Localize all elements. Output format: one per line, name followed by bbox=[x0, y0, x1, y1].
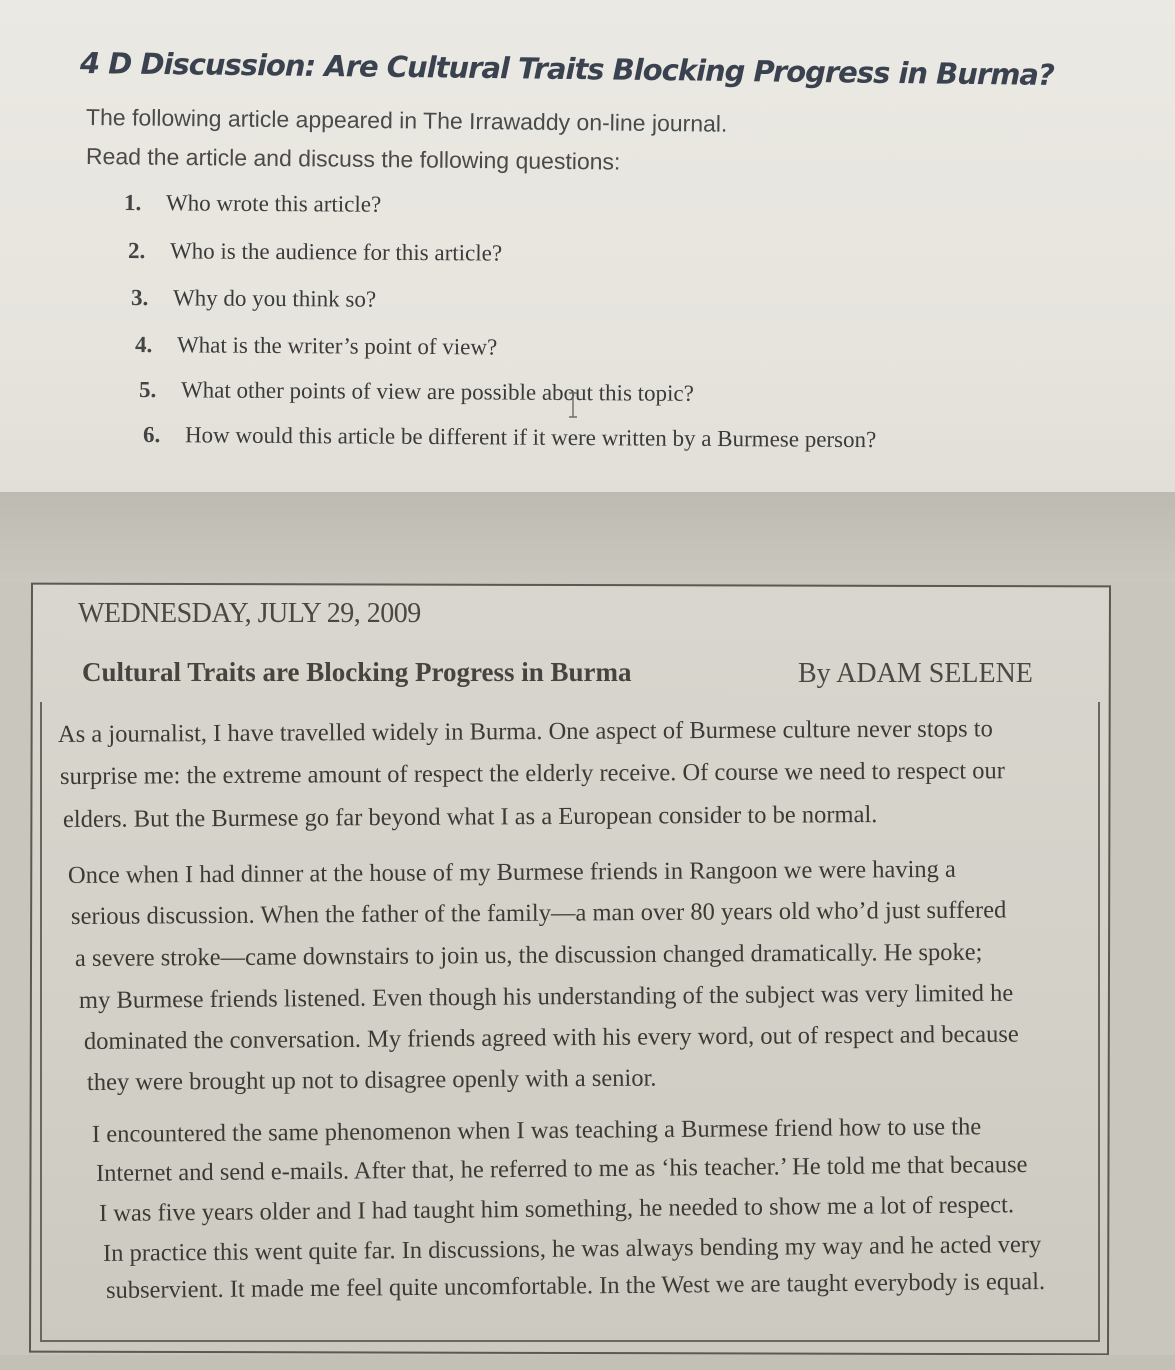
question-text: Why do you think so? bbox=[172, 285, 377, 312]
question-item bbox=[124, 190, 381, 218]
question-number: 6. bbox=[142, 422, 161, 448]
paragraph-line: subservient. It made me feel quite uncomfortable. In the West we are taught everybody is equal. bbox=[105, 1267, 1046, 1304]
question-text: Who is the audience for this article? bbox=[169, 238, 503, 266]
question-number: 1. bbox=[123, 190, 142, 216]
section-heading: 4 D Discussion: Are Cultural Traits Blocking Progress in Burma? bbox=[79, 46, 1055, 92]
intro-line-1: The following article appeared in The Irrawaddy on-line journal. bbox=[85, 104, 728, 137]
question-number: 2. bbox=[127, 238, 146, 264]
question-text: How would this article be different if it were written by a Burmese person? bbox=[184, 422, 877, 453]
i-beam-cursor-icon bbox=[568, 392, 578, 418]
page-bottom-edge bbox=[0, 1355, 1175, 1370]
question-item bbox=[139, 377, 694, 407]
question-text: What is the writer’s point of view? bbox=[176, 332, 498, 360]
question-number: 5. bbox=[138, 377, 157, 403]
question-number: 4. bbox=[134, 332, 153, 358]
question-item bbox=[128, 238, 502, 267]
article-title: Cultural Traits are Blocking Progress in Burma bbox=[82, 657, 632, 687]
paragraph-line: a severe stroke—came downstairs to join us, the discussion changed dramatically. He spoke; bbox=[74, 938, 983, 972]
paragraph-line: Once when I had dinner at the house of my Burmese friends in Rangoon we were having a bbox=[67, 855, 956, 889]
paragraph-line: they were brought up not to disagree openly with a senior. bbox=[86, 1064, 657, 1096]
paragraph-line: elders. But the Burmese go far beyond what I as a European consider to be normal. bbox=[62, 801, 878, 833]
question-text: Who wrote this article? bbox=[165, 190, 382, 217]
paragraph-line: Internet and send e-mails. After that, he referred to me as ‘his teacher.’ He told me that because bbox=[95, 1151, 1028, 1187]
paragraph-line: my Burmese friends listened. Even though his understanding of the subject was very limited he bbox=[78, 979, 1014, 1014]
paragraph-line: serious discussion. When the father of the family—a man over 80 years old who’d just suffered bbox=[70, 896, 1007, 930]
paragraph-line: surprise me: the extreme amount of respect the elderly receive. Of course we need to respect our bbox=[59, 757, 1005, 790]
worksheet-section bbox=[0, 0, 1175, 492]
article-byline: By ADAM SELENE bbox=[798, 658, 1033, 689]
question-item bbox=[131, 285, 376, 313]
paragraph-line: I was five years older and I had taught him something, he needed to show me a lot of respect. bbox=[98, 1191, 1015, 1227]
question-item bbox=[135, 332, 497, 361]
intro-line-2: Read the article and discuss the following questions: bbox=[85, 143, 621, 175]
question-number: 3. bbox=[130, 285, 149, 311]
paragraph-line: dominated the conversation. My friends agreed with his every word, out of respect and because bbox=[83, 1020, 1019, 1055]
paragraph-line: As a journalist, I have travelled widely in Burma. One aspect of Burmese culture never stops to bbox=[57, 715, 993, 748]
paragraph-line: In practice this went quite far. In discussions, he was always bending my way and he acted very bbox=[102, 1230, 1042, 1267]
question-item bbox=[143, 422, 876, 453]
article-date: WEDNESDAY, JULY 29, 2009 bbox=[78, 598, 421, 629]
page-gap bbox=[0, 492, 1175, 582]
paragraph-line: I encountered the same phenomenon when I was teaching a Burmese friend how to use the bbox=[91, 1113, 982, 1148]
question-text: What other points of view are possible about this topic? bbox=[180, 377, 694, 406]
